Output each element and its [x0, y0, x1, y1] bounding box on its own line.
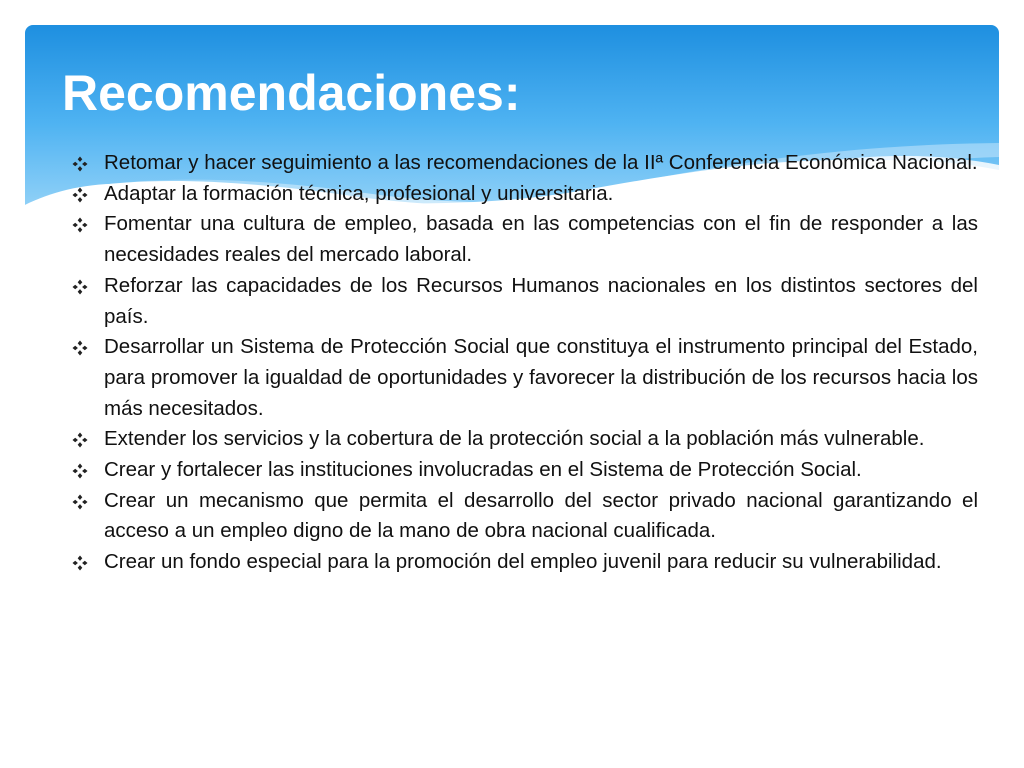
list-item — [72, 332, 978, 424]
list-item — [72, 148, 978, 179]
four-diamond-bullet-icon — [72, 555, 88, 571]
four-diamond-bullet-icon — [72, 156, 88, 172]
bullet-text: Crear un fondo especial para la promoción del empleo juvenil para reducir su vulnerabilidad. — [104, 550, 942, 574]
bullet-text: Fomentar una cultura de empleo, basada en las competencias con el fin de responder a las necesidades reales del mercado laboral. — [104, 212, 978, 267]
list-item — [72, 424, 978, 455]
bullet-text: Extender los servicios y la cobertura de la protección social a la población más vulnerable. — [104, 427, 925, 451]
four-diamond-bullet-icon — [72, 340, 88, 356]
slide-title: Recomendaciones: — [62, 65, 521, 121]
four-diamond-bullet-icon — [72, 187, 88, 203]
bullet-text: Adaptar la formación técnica, profesional y universitaria. — [104, 181, 614, 205]
bullet-text: Crear y fortalecer las instituciones involucradas en el Sistema de Protección Social. — [104, 458, 862, 482]
list-item — [72, 209, 978, 270]
list-item — [72, 455, 978, 486]
bullet-text: Retomar y hacer seguimiento a las recomendaciones de la IIª Conferencia Económica Nacional. — [104, 151, 978, 174]
bullet-text: Reforzar las capacidades de los Recursos Humanos nacionales en los distintos sectores del país. — [104, 273, 978, 328]
four-diamond-bullet-icon — [72, 217, 88, 233]
recommendations-list — [72, 148, 978, 578]
four-diamond-bullet-icon — [72, 432, 88, 448]
bullet-text: Crear un mecanismo que permita el desarrollo del sector privado nacional garantizando el acceso a un empleo digno de la mano de obra nacional cualificada. — [104, 488, 978, 543]
list-item — [72, 179, 978, 210]
list-item — [72, 271, 978, 332]
list-item — [72, 486, 978, 547]
four-diamond-bullet-icon — [72, 494, 88, 510]
four-diamond-bullet-icon — [72, 463, 88, 479]
bullet-text: Desarrollar un Sistema de Protección Social que constituya el instrumento principal del Estado, para promover la igualdad de oportunidades y favorecer la distribución de los recursos hacia los más necesitados. — [104, 335, 978, 420]
four-diamond-bullet-icon — [72, 279, 88, 295]
list-item — [72, 547, 978, 578]
